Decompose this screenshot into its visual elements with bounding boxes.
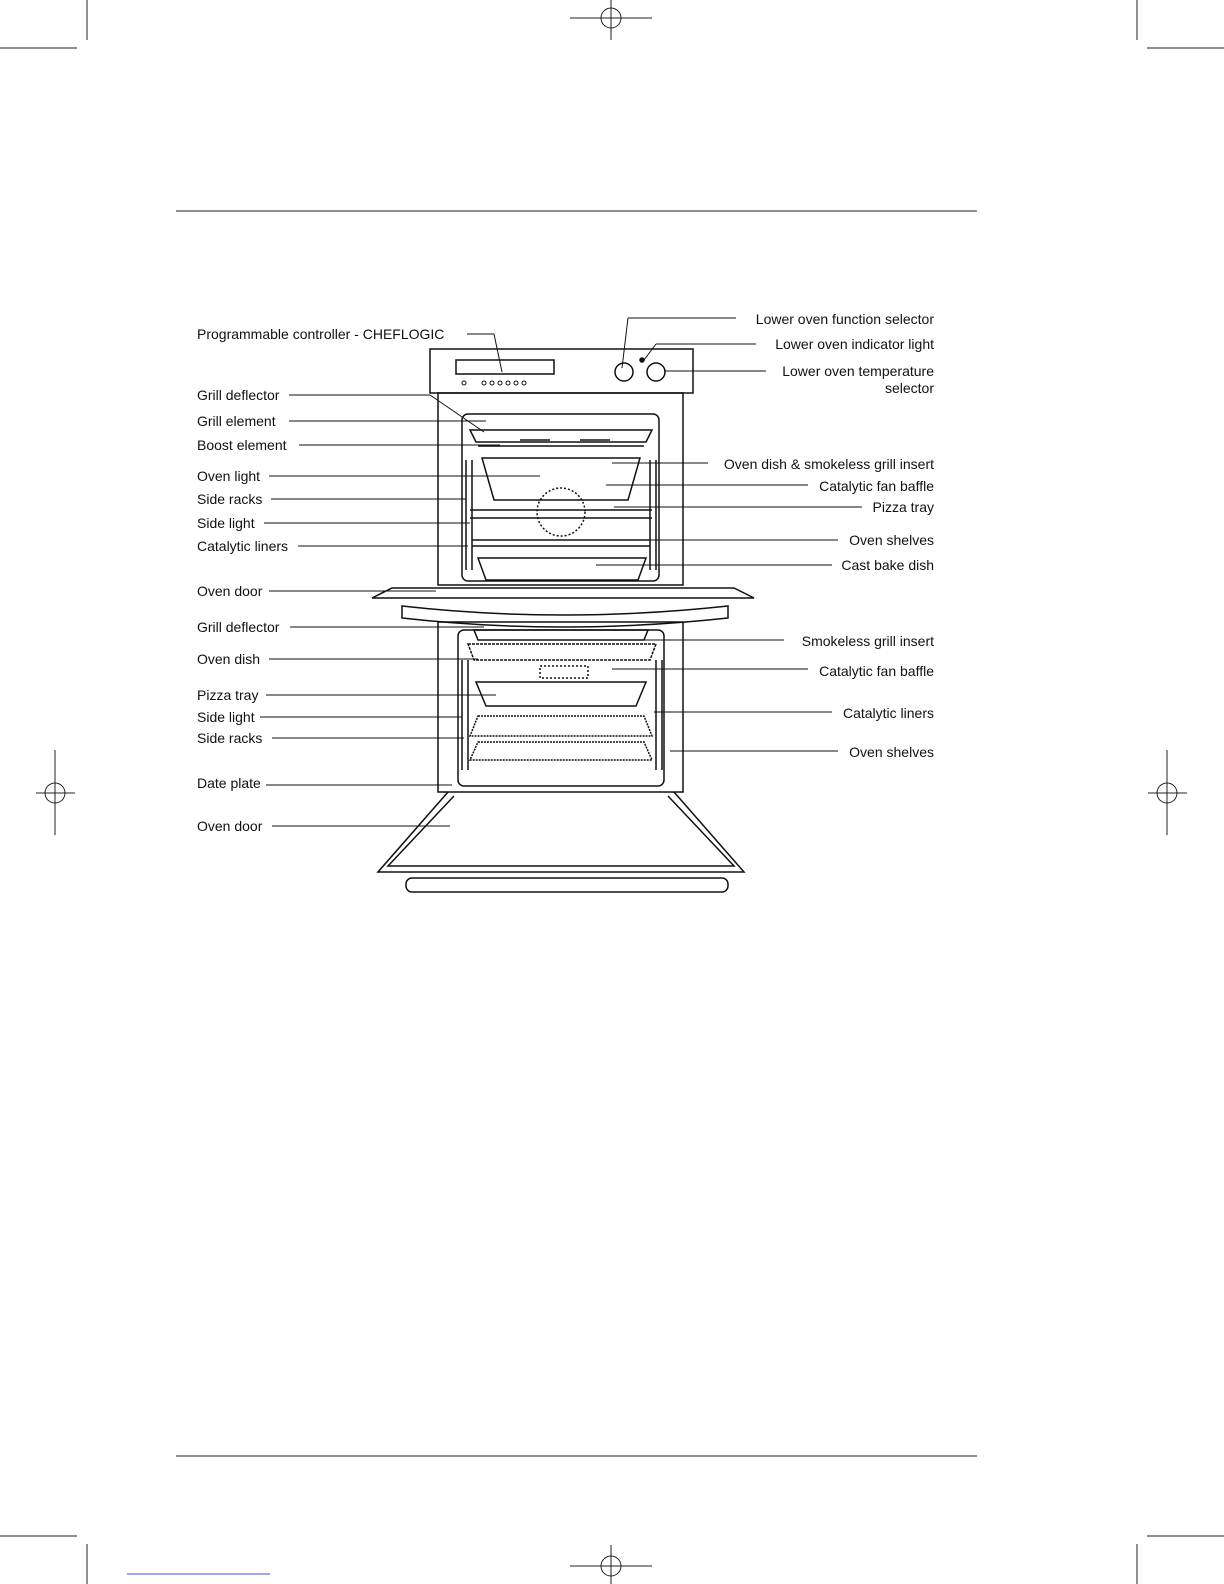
oven-shelf-lower-2 (470, 742, 652, 760)
oven-shelf-upper (472, 540, 650, 546)
label-lower-oven-function-selector: Lower oven function selector (755, 311, 934, 327)
label-oven-shelves-lower: Oven shelves (849, 744, 934, 760)
registration-mark-top (570, 0, 652, 40)
label-lower-oven-indicator-light: Lower oven indicator light (775, 336, 934, 352)
cheflogic-display (456, 360, 554, 374)
leader-lines (260, 318, 862, 826)
label-lower-oven-temperature-selector-1: Lower oven temperature (782, 363, 934, 379)
upper-door (372, 588, 754, 598)
lower-door-inner (388, 796, 734, 866)
upper-door-handle (402, 606, 728, 627)
label-side-light-lower: Side light (197, 709, 255, 725)
function-selector-knob (615, 363, 633, 381)
side-rack-right-lower (656, 660, 662, 770)
label-side-racks-upper: Side racks (197, 491, 263, 507)
label-side-racks-lower: Side racks (197, 730, 263, 746)
grill-deflector-lower (474, 630, 648, 640)
registration-mark-bottom (570, 1545, 652, 1584)
oven-dish-upper (482, 458, 640, 500)
label-catalytic-liners-upper: Catalytic liners (197, 538, 289, 554)
lower-oven-cavity (458, 630, 664, 786)
label-catalytic-liners-lower: Catalytic liners (842, 705, 934, 721)
lower-door-handle (406, 878, 728, 892)
smokeless-grill-insert (468, 644, 656, 660)
label-pizza-tray-lower: Pizza tray (197, 687, 259, 703)
oven-illustration (372, 349, 754, 892)
lower-door (378, 792, 744, 872)
oven-shelf-lower-1 (470, 716, 652, 736)
label-boost-element: Boost element (197, 437, 287, 453)
label-oven-door-upper: Oven door (197, 583, 263, 599)
indicator-light (640, 358, 644, 362)
label-oven-door-lower: Oven door (197, 818, 263, 834)
label-grill-deflector-upper: Grill deflector (197, 387, 280, 403)
fan-baffle-upper (537, 488, 585, 536)
label-grill-element: Grill element (197, 413, 276, 429)
label-lower-oven-temperature-selector-2: selector (884, 380, 934, 396)
label-programmable-controller: Programmable controller - CHEFLOGIC (197, 326, 445, 342)
label-side-light-upper: Side light (197, 515, 255, 531)
label-catalytic-fan-baffle-lower: Catalytic fan baffle (819, 663, 934, 679)
registration-mark-left (36, 750, 75, 835)
label-date-plate: Date plate (197, 775, 261, 791)
side-rack-left-lower (462, 660, 468, 770)
grill-deflector-upper (470, 430, 652, 442)
temperature-selector-knob (647, 363, 665, 381)
label-oven-dish-smokeless-grill-insert: Oven dish & smokeless grill insert (723, 456, 934, 472)
cast-bake-dish (478, 558, 646, 580)
label-pizza-tray-upper: Pizza tray (872, 499, 934, 515)
lower-oven-frame (438, 622, 683, 792)
pizza-tray-lower (476, 682, 646, 706)
upper-oven-frame (438, 393, 683, 585)
pizza-tray-upper (470, 510, 652, 518)
registration-mark-right (1148, 750, 1187, 835)
label-cast-bake-dish: Cast bake dish (841, 557, 934, 573)
label-catalytic-fan-baffle-upper: Catalytic fan baffle (819, 478, 934, 494)
label-oven-light: Oven light (197, 468, 261, 484)
label-grill-deflector-lower: Grill deflector (197, 619, 280, 635)
label-oven-dish: Oven dish (197, 651, 261, 667)
side-rack-right-upper (650, 460, 656, 570)
controller-buttons (462, 381, 526, 385)
label-smokeless-grill-insert: Smokeless grill insert (801, 633, 934, 649)
control-panel (430, 349, 693, 393)
label-oven-shelves-upper: Oven shelves (849, 532, 934, 548)
fan-baffle-lower (540, 666, 588, 678)
